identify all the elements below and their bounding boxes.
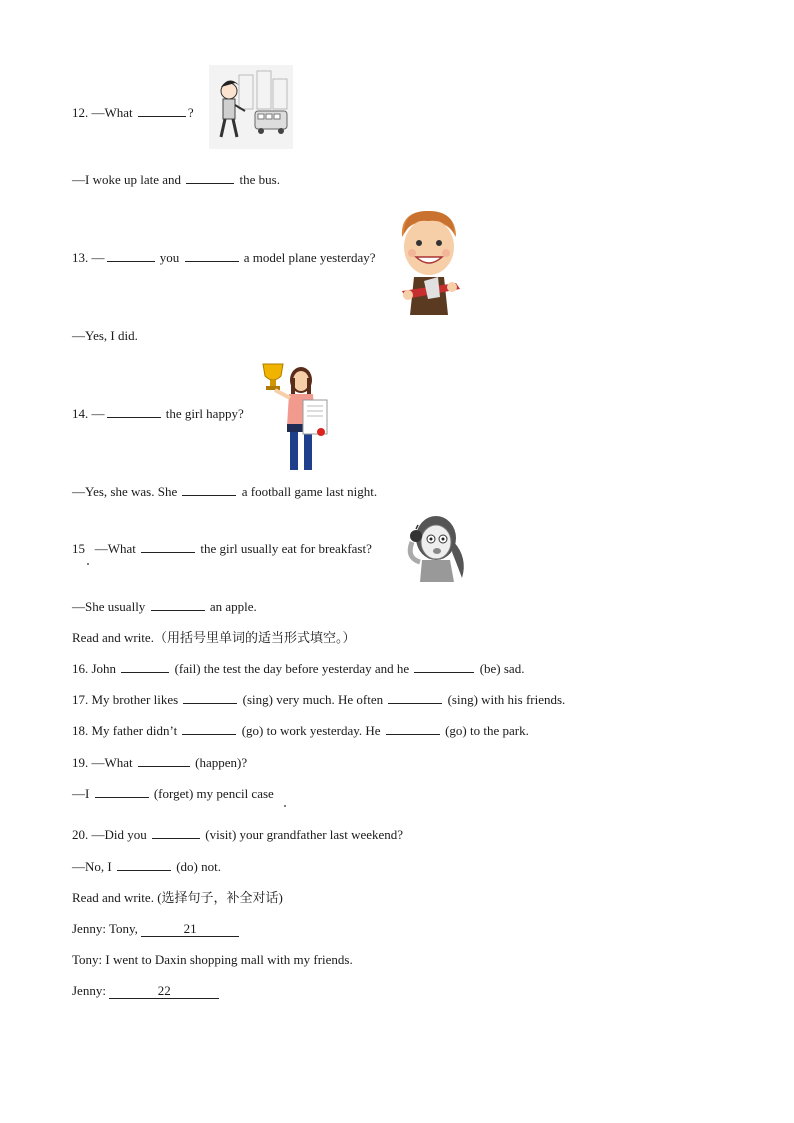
answer-blank[interactable] [152,827,200,839]
q20-question: 20. —Did you (visit) your grandfather last weekend? [72,827,404,842]
answer-blank[interactable] [107,406,161,418]
girl-trophy-certificate-illustration [259,360,331,472]
answer-blank[interactable] [138,755,190,767]
dialogue-line-2: Tony: I went to Daxin shopping mall with my friends. [72,952,353,967]
q17: 17. My brother likes (sing) very much. He often (sing) with his friends. [72,692,566,707]
q12-answer: —I woke up late and the bus. [72,172,280,187]
answer-blank[interactable] [117,859,171,871]
boy-late-bus-illustration [209,65,293,149]
boy-model-plane-illustration [394,207,464,315]
dialogue-line-3: Jenny: 22 [72,983,219,999]
q13-question: 13. — you a model plane yesterday? [72,250,376,265]
answer-blank[interactable] [121,661,169,673]
q18: 18. My father didn’t (go) to work yesterday. He (go) to the park. [72,723,529,738]
answer-blank-21[interactable]: 21 [141,922,239,937]
stray-mark [87,563,89,565]
answer-blank[interactable] [185,250,239,262]
q20-answer: —No, I (do) not. [72,859,221,874]
q19-question: 19. —What (happen)? [72,755,248,770]
section-title: Read and write.（用括号里单词的适当形式填空。） [72,630,356,645]
answer-blank[interactable] [182,723,236,735]
answer-blank[interactable] [182,484,236,496]
section-title: Read and write. (选择句子，补全对话) [72,890,283,905]
q19-answer: —I (forget) my pencil case [72,786,274,801]
answer-blank[interactable] [386,723,440,735]
dialogue-line-1: Jenny: Tony, 21 [72,921,239,937]
stray-mark [284,805,286,807]
q12-question: 12. —What ? [72,105,194,120]
answer-blank[interactable] [141,541,195,553]
answer-blank[interactable] [151,599,205,611]
q16: 16. John (fail) the test the day before yesterday and he (be) sad. [72,661,525,676]
answer-blank[interactable] [183,692,237,704]
answer-blank[interactable] [95,786,149,798]
answer-blank[interactable] [414,661,474,673]
answer-blank[interactable] [138,105,186,117]
q14-answer: —Yes, she was. She a football game last night. [72,484,378,499]
answer-blank[interactable] [388,692,442,704]
q13-answer: —Yes, I did. [72,328,138,343]
answer-blank-22[interactable]: 22 [109,984,219,999]
q14-question: 14. — the girl happy? [72,406,244,421]
answer-blank[interactable] [186,172,234,184]
q15-answer: —She usually an apple. [72,599,257,614]
girl-eating-apple-illustration [398,512,470,582]
answer-blank[interactable] [107,250,155,262]
q15-question: 15 —What the girl usually eat for breakfast? [72,541,372,556]
